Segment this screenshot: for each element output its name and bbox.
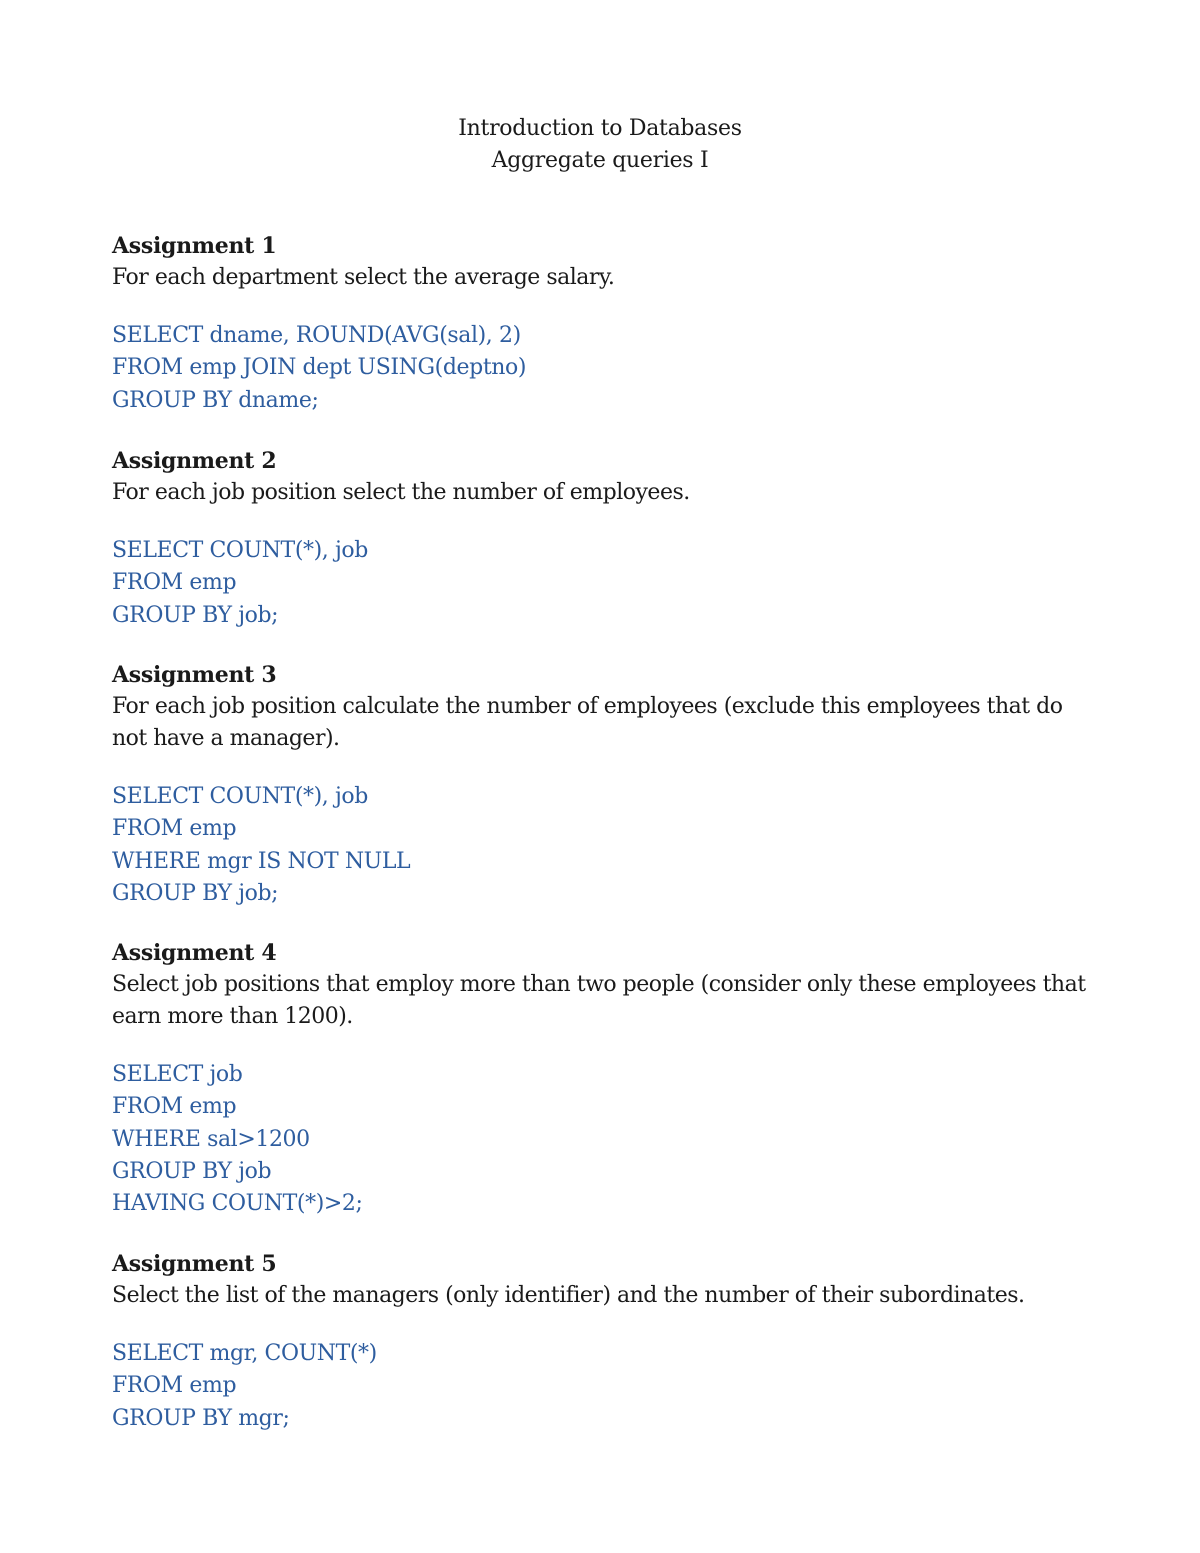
assignment-4 (112, 937, 1092, 1220)
sql-code-block (112, 1338, 1092, 1435)
document-subtitle: Aggregate queries I (491, 148, 709, 173)
sql-line: GROUP BY job; (112, 880, 279, 906)
assignment-task: For each department select the average salary. (112, 265, 615, 290)
sql-line: WHERE mgr IS NOT NULL (112, 848, 411, 874)
sql-line: SELECT COUNT(*), job (112, 784, 368, 809)
sql-line: FROM emp (112, 1094, 237, 1120)
assignment-1 (112, 230, 1092, 417)
assignment-heading: Assignment 1 (112, 233, 277, 259)
assignment-heading: Assignment 4 (112, 940, 277, 966)
sql-line: GROUP BY dname; (112, 387, 319, 413)
assignment-task: Select job positions that employ more than two people (consider only these employees that earn more than 1200). (112, 972, 1086, 1029)
sql-line: FROM emp (112, 570, 237, 596)
assignment-heading: Assignment 5 (112, 1251, 277, 1277)
sql-line: SELECT mgr, COUNT(*) (112, 1341, 377, 1366)
sql-code-block (112, 320, 1092, 417)
sql-line: FROM emp (112, 816, 237, 842)
sql-line: SELECT COUNT(*), job (112, 538, 368, 563)
sql-code-block (112, 535, 1092, 632)
document-title: Introduction to Databases (458, 116, 742, 141)
assignment-5 (112, 1248, 1092, 1435)
sql-line: SELECT dname, ROUND(AVG(sal), 2) (112, 323, 521, 348)
assignment-3 (112, 659, 1092, 910)
assignment-task: For each job position select the number of employees. (112, 480, 690, 505)
assignment-task: For each job position calculate the number of employees (exclude this employees that do not have a manager). (112, 694, 1063, 751)
sql-code-block (112, 1059, 1092, 1220)
sql-line: WHERE sal>1200 (112, 1126, 310, 1152)
assignment-task: Select the list of the managers (only identifier) and the number of their subordinates. (112, 1283, 1025, 1308)
sql-line: FROM emp (112, 1373, 237, 1399)
sql-line: GROUP BY job; (112, 602, 279, 628)
sql-line: GROUP BY job (112, 1158, 272, 1184)
assignment-2 (112, 445, 1092, 632)
sql-line: FROM emp JOIN dept USING(deptno) (112, 355, 527, 381)
sql-line: HAVING COUNT(*)>2; (112, 1191, 363, 1217)
sql-code-block (112, 781, 1092, 910)
assignment-heading: Assignment 2 (112, 448, 277, 474)
sql-line: SELECT job (112, 1062, 243, 1087)
sql-line: GROUP BY mgr; (112, 1405, 290, 1431)
assignment-heading: Assignment 3 (112, 662, 277, 688)
